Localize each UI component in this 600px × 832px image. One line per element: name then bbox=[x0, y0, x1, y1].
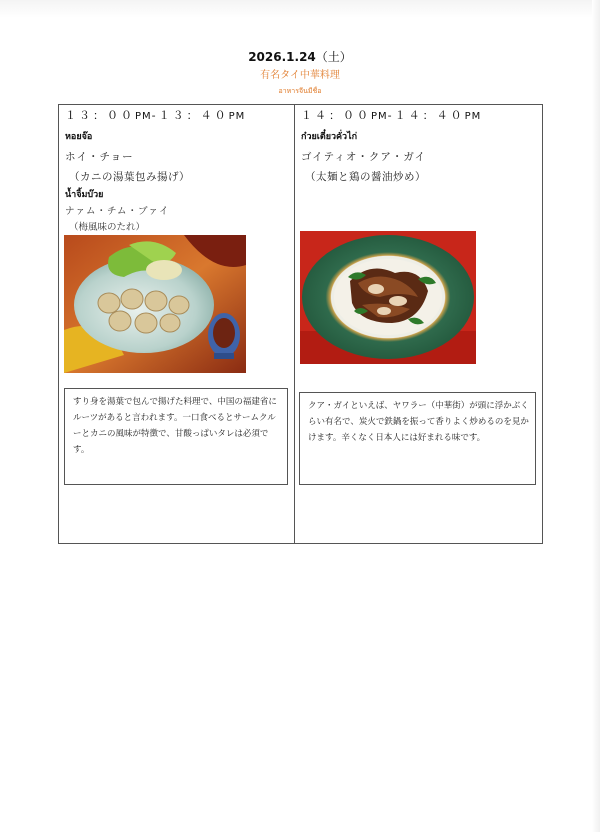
slot-1-dish-thai: หอยจ๊อ bbox=[65, 132, 93, 142]
slot-1-description: すり身を湯葉で包んで揚げた料理で、中国の福建省にルーツがあると言われます。一口食べるとサームクルーとカニの風味が特徴で、甘酸っぱいタレは必須です。 bbox=[73, 397, 277, 455]
slot-2-time bbox=[301, 107, 481, 123]
hoy-jo-photo bbox=[64, 235, 246, 373]
slot-2-time-end: １４：４０ bbox=[394, 109, 465, 122]
slot-1 bbox=[59, 105, 294, 543]
title-japanese: 有名タイ中華料理 bbox=[260, 70, 340, 81]
slot-1-time bbox=[65, 107, 245, 123]
slot-2 bbox=[295, 105, 543, 543]
day-of-week: （土） bbox=[315, 50, 352, 64]
date-text: 2026.1.24 bbox=[248, 50, 316, 64]
slot-1-dish-jp: ホイ・チョー bbox=[65, 151, 134, 163]
slot-1-time-start: １３：００ bbox=[65, 109, 135, 122]
slot-2-dish-thai: ก๋วยเตี๋ยวคั่วไก่ bbox=[301, 132, 358, 142]
slot-2-dish-jp: ゴイティオ・クア・ガイ bbox=[301, 151, 427, 163]
slot-2-time-end-ampm: PM bbox=[464, 111, 482, 122]
hoy-jo-illustration bbox=[64, 235, 246, 373]
slot-2-dish-desc: （太麺と鶏の醤油炒め） bbox=[305, 171, 426, 183]
slot-2-description-box bbox=[299, 392, 536, 485]
slot-1-time-end: １３：４０ bbox=[158, 109, 229, 122]
slot-1-description-box bbox=[64, 388, 288, 485]
slot-1-sauce-thai: น้ำจิ้มบ๊วย bbox=[65, 190, 104, 200]
kuay-teow-illustration bbox=[300, 231, 476, 364]
page-top-shadow bbox=[0, 0, 600, 18]
kuay-teow-kua-gai-photo bbox=[300, 231, 476, 364]
slot-2-time-start: １４：００ bbox=[301, 109, 371, 122]
slot-2-time-sep: - bbox=[387, 109, 395, 122]
slot-1-sauce-desc: （梅風味のたれ） bbox=[69, 222, 146, 233]
page-header bbox=[0, 48, 600, 97]
title-thai: อาหารจีนมีชื่อ bbox=[278, 87, 322, 95]
page-right-shadow bbox=[592, 0, 600, 832]
slot-1-time-end-ampm: PM bbox=[228, 111, 246, 122]
slot-1-dish-desc: （カニの湯葉包み揚げ） bbox=[69, 171, 190, 183]
date-heading bbox=[0, 48, 600, 66]
slot-1-time-start-ampm: PM bbox=[135, 111, 152, 122]
slot-2-description: クア・ガイといえば、ヤワラー（中華街）が頭に浮かぶくらい有名で、炭火で鉄鍋を振って香りよく炒めるのを見かけます。辛くなく日本人には好まれる味です。 bbox=[308, 401, 529, 443]
slot-1-time-sep: - bbox=[151, 109, 159, 122]
schedule-table bbox=[58, 104, 543, 544]
slot-1-sauce-jp: ナァム・チム・ブァイ bbox=[65, 206, 170, 217]
slot-2-time-start-ampm: PM bbox=[371, 111, 388, 122]
